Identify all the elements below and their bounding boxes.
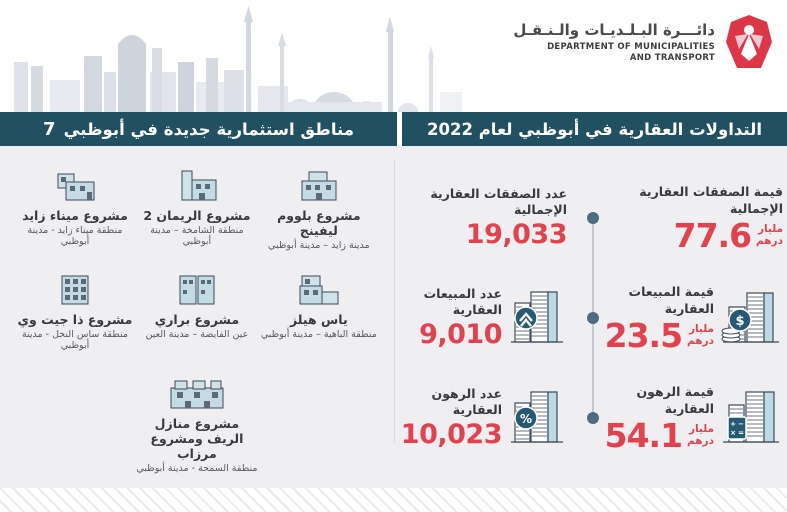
project-name: مشروع ميناء زايد	[22, 208, 128, 223]
section-header-bars	[0, 112, 787, 146]
stat-total-transactions-value	[593, 168, 783, 268]
stat-label: عدد المبيعات العقارية	[423, 285, 502, 318]
villa-building-icon	[296, 166, 342, 204]
project-barari	[136, 270, 258, 370]
villa-building-icon	[174, 166, 220, 204]
project-location: منطقة الشامخة – مدينة أبوظبي	[150, 225, 244, 247]
unit-dirham: درهم	[687, 335, 714, 348]
project-manazel-alreef-mirzab	[136, 374, 258, 474]
stat-value: 77.6	[673, 215, 752, 255]
right-section-header	[402, 112, 787, 146]
svg-text:=: =	[738, 429, 744, 437]
stat-count: 19,033	[465, 219, 567, 251]
building-coins-icon	[721, 287, 783, 349]
villa-building-icon	[296, 270, 342, 308]
unit-billion: مليار	[688, 323, 714, 336]
projects-panel	[0, 146, 394, 488]
timeline-dot	[587, 212, 599, 224]
investment-zones-count: 7	[43, 118, 56, 140]
villa-building-icon	[52, 166, 98, 204]
building-percent-icon	[509, 387, 567, 449]
timeline-dot	[587, 312, 599, 324]
abu-dhabi-emblem-icon	[725, 14, 773, 70]
investment-zones-title: مناطق استثمارية جديدة في أبوظبي	[63, 119, 354, 139]
stats-panel	[395, 146, 787, 488]
stat-total-transactions-count	[401, 168, 567, 268]
abu-dhabi-skyline-illustration	[0, 0, 480, 112]
unit-dirham: درهم	[756, 235, 783, 248]
stat-label: قيمة الصفقات العقارية الإجمالية	[639, 184, 783, 216]
stat-label: عدد الصفقات العقارية الإجمالية	[430, 185, 567, 218]
content-area	[0, 146, 787, 488]
dmt-english-name-line1: DEPARTMENT OF MUNICIPALITIES	[547, 41, 715, 52]
project-mina-zayed	[14, 166, 136, 266]
project-location: منطقة السمحة - مدينة أبوظبي	[136, 463, 258, 474]
stat-label: عدد الرهون العقارية	[431, 385, 502, 418]
stat-value: 54.1	[604, 415, 683, 455]
stat-sales-value	[593, 268, 783, 368]
project-location: منطقة ساس النخل - مدينة أبوظبي	[21, 329, 128, 351]
townhouses-icon	[167, 374, 227, 412]
footer-hatch-pattern	[0, 488, 787, 512]
project-name: مشروع منازل الريف ومشروع مرزاب	[150, 416, 244, 461]
stat-mortgages-count	[401, 368, 567, 468]
project-name: مشروع بلووم ليفينج	[277, 208, 361, 238]
unit-billion: مليار	[688, 423, 714, 436]
stat-sales-count	[401, 268, 567, 368]
apartment-building-icon	[52, 270, 98, 308]
stat-count: 9,010	[419, 319, 502, 351]
project-name: مشروع ذا جيت وي	[17, 312, 133, 327]
building-calculator-icon	[721, 387, 783, 449]
svg-text:+: +	[730, 420, 736, 428]
left-section-header	[0, 112, 397, 146]
project-location: عين الفايضة – مدينة العين	[145, 329, 249, 340]
project-name: مشروع الريمان 2	[143, 208, 251, 223]
project-name: مشروع براري	[154, 312, 240, 327]
dmt-english-name-line2: AND TRANSPORT	[629, 52, 715, 63]
stat-value: 23.5	[604, 315, 683, 355]
stat-count: 10,023	[400, 419, 502, 451]
villa-building-icon	[174, 270, 220, 308]
stat-label: قيمة المبيعات العقارية	[628, 284, 714, 316]
stat-label: قيمة الرهون العقارية	[636, 384, 714, 416]
project-location: مدينة زايد – مدينة أبوظبي	[268, 240, 370, 251]
building-growth-icon	[509, 287, 567, 349]
dmt-arabic-name: دائـــرة البـلـديـات والـنـقـل	[513, 20, 715, 39]
svg-text:$: $	[735, 314, 745, 329]
projects-grid	[0, 146, 394, 474]
transactions-title: التداولات العقارية في أبوظبي لعام 2022	[427, 119, 762, 139]
dmt-logo-text	[513, 21, 715, 63]
project-location: منطقة ميناء زايد - مدينة أبوظبي	[27, 225, 123, 247]
top-strip	[0, 0, 787, 112]
project-yas-hills	[258, 270, 380, 370]
svg-text:×: ×	[730, 429, 736, 437]
svg-text:−: −	[738, 420, 744, 428]
project-bloom-living	[258, 166, 380, 266]
unit-dirham: درهم	[687, 435, 714, 448]
project-name: ياس هيلز	[290, 312, 348, 327]
stat-mortgages-value	[593, 368, 783, 468]
unit-billion: مليار	[757, 223, 783, 236]
project-location: منطقة الباهية – مدينة أبوظبي	[260, 329, 377, 340]
dmt-logo	[513, 14, 773, 70]
timeline-dot	[587, 412, 599, 424]
project-the-gateway	[14, 270, 136, 370]
project-al-reeman-2	[136, 166, 258, 266]
svg-text:%: %	[519, 412, 533, 426]
